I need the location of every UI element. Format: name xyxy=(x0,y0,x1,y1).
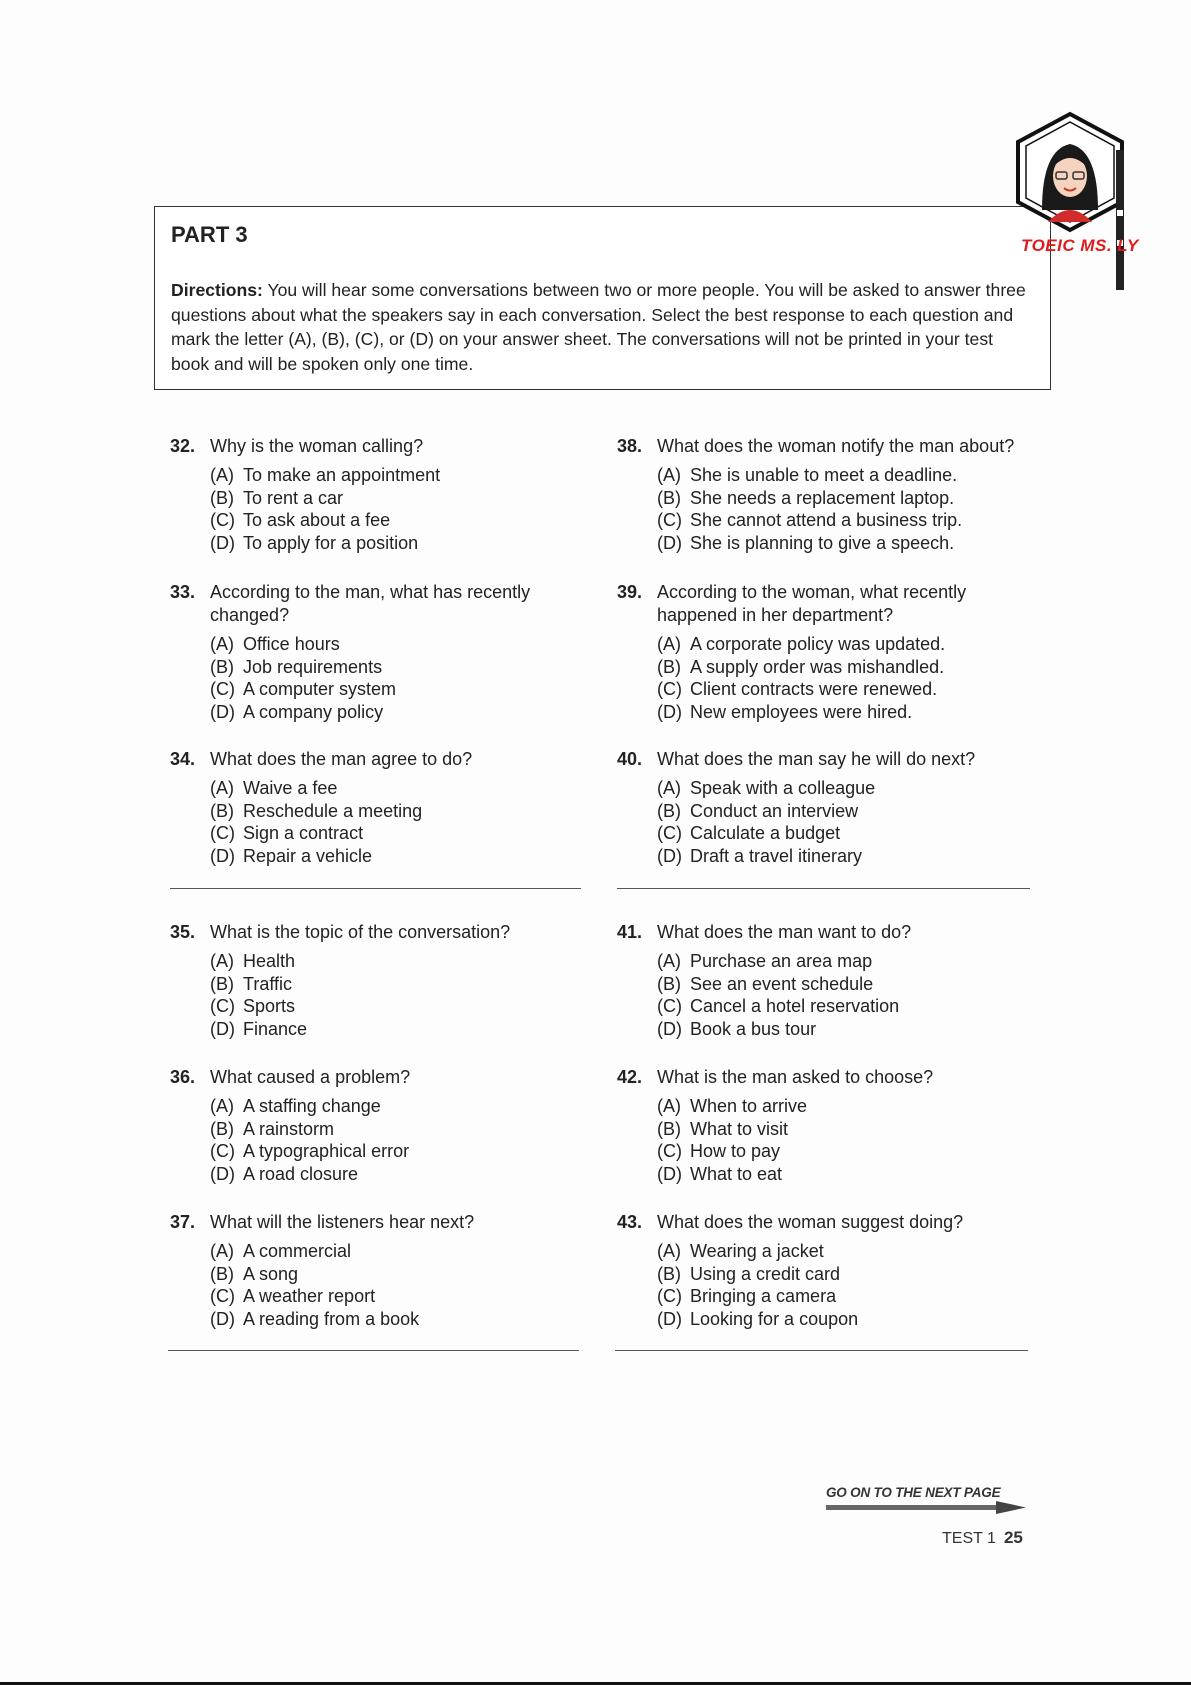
directions-body: You will hear some conversations between two or more people. You will be asked to answer three questions about what the speakers say in each conversation. Select the best response to each question and mark the letter (A), (B), (C), or (D) on your answer sheet. The conversations will not be printed in your test book and will be spoken only one time. xyxy=(171,280,1026,374)
option-d: (D) New employees were hired. xyxy=(657,701,913,722)
directions-box xyxy=(154,206,1051,390)
option-d: (D) To apply for a position xyxy=(210,532,419,553)
question-text: What does the woman notify the man about? xyxy=(657,436,1015,456)
option-d: (D) Finance xyxy=(210,1018,308,1039)
option-c: (C) She cannot attend a business trip. xyxy=(657,510,963,530)
option-a: (A) A corporate policy was updated. xyxy=(657,634,946,654)
option-a: (A) Speak with a colleague xyxy=(657,778,876,798)
option-b: (B) A rainstorm xyxy=(210,1118,335,1139)
option-b: (B) Using a credit card xyxy=(657,1263,841,1284)
question-text: According to the man, what has recently changed? xyxy=(210,582,531,625)
option-a: (A) Purchase an area map xyxy=(657,951,873,971)
question-text: What is the topic of the conversation? xyxy=(210,922,511,942)
option-a: (A) Waive a fee xyxy=(210,778,338,798)
question-text: What does the man say he will do next? xyxy=(657,749,976,769)
question-number: 35. xyxy=(170,922,196,942)
question-number: 39. xyxy=(617,582,643,602)
option-c: (C) Client contracts were renewed. xyxy=(657,679,938,699)
option-d: (D) Repair a vehicle xyxy=(210,845,373,866)
question-32 xyxy=(170,435,590,554)
question-number: 34. xyxy=(170,749,196,769)
question-number: 33. xyxy=(170,582,196,602)
part-title: PART 3 xyxy=(171,222,248,247)
question-42 xyxy=(617,1066,1037,1185)
option-b: (B) Job requirements xyxy=(210,656,383,677)
option-b: (B) See an event schedule xyxy=(657,973,874,994)
arrow-right-icon xyxy=(826,1501,1026,1515)
question-text: What does the man agree to do? xyxy=(210,749,473,769)
question-38 xyxy=(617,435,1037,554)
option-b: (B) She needs a replacement laptop. xyxy=(657,487,955,508)
section-divider-left-1 xyxy=(170,888,581,889)
option-b: (B) Conduct an interview xyxy=(657,800,859,821)
question-text: According to the woman, what recently happened in her department? xyxy=(657,582,967,625)
option-b: (B) What to visit xyxy=(657,1118,789,1139)
question-number: 42. xyxy=(617,1067,643,1087)
question-text: What will the listeners hear next? xyxy=(210,1212,475,1232)
option-c: (C) Sports xyxy=(210,996,296,1016)
option-a: (A) She is unable to meet a deadline. xyxy=(657,465,958,485)
question-43 xyxy=(617,1211,1037,1330)
question-text: What does the woman suggest doing? xyxy=(657,1212,964,1232)
option-b: (B) To rent a car xyxy=(210,487,344,508)
option-b: (B) A song xyxy=(210,1263,299,1284)
question-text: Why is the woman calling? xyxy=(210,436,424,456)
option-c: (C) A weather report xyxy=(210,1286,376,1306)
option-c: (C) Bringing a camera xyxy=(657,1286,837,1306)
go-to-next-page xyxy=(826,1485,1026,1515)
page-number: 25 xyxy=(1003,1528,1023,1547)
option-a: (A) Office hours xyxy=(210,634,340,654)
option-b: (B) Reschedule a meeting xyxy=(210,800,423,821)
logo-text: TOEIC MS. LY xyxy=(1021,236,1139,255)
option-d: (D) A reading from a book xyxy=(210,1308,420,1329)
next-page-label: GO ON TO THE NEXT PAGE xyxy=(826,1485,1001,1500)
question-34 xyxy=(170,748,590,867)
option-c: (C) Cancel a hotel reservation xyxy=(657,996,900,1016)
question-text: What caused a problem? xyxy=(210,1067,411,1087)
option-c: (C) To ask about a fee xyxy=(210,510,391,530)
option-c: (C) A typographical error xyxy=(210,1141,410,1161)
option-a: (A) Wearing a jacket xyxy=(657,1241,824,1261)
option-a: (A) Health xyxy=(210,951,296,971)
option-d: (D) Draft a travel itinerary xyxy=(657,845,863,866)
option-a: (A) When to arrive xyxy=(657,1096,808,1116)
section-divider-left-2 xyxy=(168,1350,579,1351)
section-divider-right-1 xyxy=(617,888,1030,889)
question-37 xyxy=(170,1211,590,1330)
question-number: 43. xyxy=(617,1212,643,1232)
toeic-ms-ly-logo xyxy=(1012,110,1128,310)
option-c: (C) Sign a contract xyxy=(210,823,364,843)
option-b: (B) Traffic xyxy=(210,973,293,994)
option-d: (D) Looking for a coupon xyxy=(657,1308,859,1329)
directions-label: Directions: xyxy=(171,280,263,300)
question-33 xyxy=(170,581,590,723)
option-c: (C) A computer system xyxy=(210,679,397,699)
option-d: (D) A road closure xyxy=(210,1163,359,1184)
option-d: (D) A company policy xyxy=(210,701,384,722)
directions-text xyxy=(171,278,1036,376)
question-36 xyxy=(170,1066,590,1185)
page-footer xyxy=(942,1528,1023,1548)
option-d: (D) Book a bus tour xyxy=(657,1018,817,1039)
question-text: What is the man asked to choose? xyxy=(657,1067,934,1087)
question-41 xyxy=(617,921,1037,1040)
question-number: 32. xyxy=(170,436,196,456)
test-label: TEST 1 xyxy=(942,1530,996,1547)
option-c: (C) Calculate a budget xyxy=(657,823,841,843)
option-b: (B) A supply order was mishandled. xyxy=(657,656,945,677)
question-number: 38. xyxy=(617,436,643,456)
question-number: 37. xyxy=(170,1212,196,1232)
option-a: (A) A staffing change xyxy=(210,1096,381,1116)
question-39 xyxy=(617,581,1037,723)
option-d: (D) What to eat xyxy=(657,1163,783,1184)
option-c: (C) How to pay xyxy=(657,1141,781,1161)
question-number: 36. xyxy=(170,1067,196,1087)
question-40 xyxy=(617,748,1037,867)
option-d: (D) She is planning to give a speech. xyxy=(657,532,955,553)
question-text: What does the man want to do? xyxy=(657,922,912,942)
section-divider-right-2 xyxy=(615,1350,1028,1351)
option-a: (A) To make an appointment xyxy=(210,465,441,485)
question-number: 41. xyxy=(617,922,643,942)
option-a: (A) A commercial xyxy=(210,1241,352,1261)
question-number: 40. xyxy=(617,749,643,769)
question-35 xyxy=(170,921,590,1040)
